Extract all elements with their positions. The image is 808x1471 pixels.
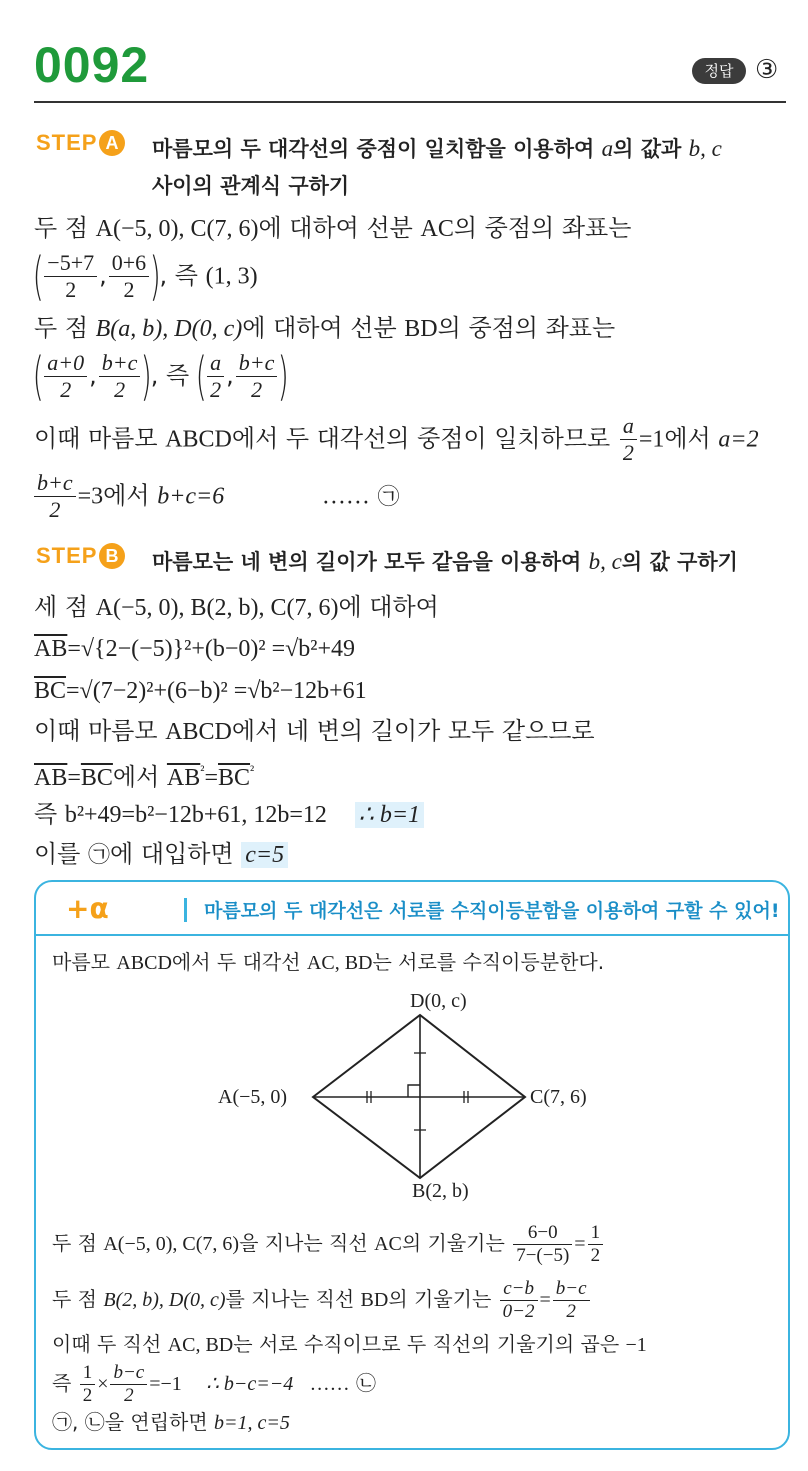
tip-line6: ㉠, ㉡을 연립하면 b=1, c=5 bbox=[52, 1410, 290, 1434]
label-c: C(7, 6) bbox=[530, 1086, 587, 1108]
step-b-line7: 이를 ㉠에 대입하면 c=5 bbox=[34, 839, 288, 871]
step-a-title-line1: 마름모의 두 대각선의 중점이 일치함을 이용하여 a의 값과 b, c bbox=[152, 136, 722, 161]
answer-value: ③ bbox=[755, 55, 779, 85]
step-a-line6: $\frac{b+c}{2}$ =3에서 b+c=6 …… ㉠ bbox=[34, 470, 400, 526]
step-a-line1: 두 점 A(−5, 0), C(7, 6)에 대하여 선분 AC의 중점의 좌표는 bbox=[34, 214, 632, 242]
step-a-label: STEP A bbox=[36, 130, 125, 156]
step-b-label: STEP B bbox=[36, 543, 125, 569]
plus-alpha-icon: +α bbox=[66, 892, 109, 925]
problem-number: 0092 bbox=[34, 37, 150, 93]
step-a-title-line2: 사이의 관계식 구하기 bbox=[152, 174, 350, 198]
step-a-line3: 두 점 B(a, b), D(0, c)에 대하여 선분 BD의 중점의 좌표는 bbox=[34, 314, 616, 342]
tip-line5: 즉 $\frac{1}{2}$ × $\frac{b-c}{2}$ =−1 ∴ b−c=−4 …… ㉡ bbox=[52, 1362, 376, 1406]
right-angle-mark bbox=[408, 1085, 420, 1097]
step-b-line4: 이때 마름모 ABCD에서 네 변의 길이가 모두 같으므로 bbox=[34, 717, 595, 745]
step-b-circle: B bbox=[99, 543, 125, 569]
step-a-line4: ( $\frac{a+0}{2}$ , $\frac{b+c}{2}$ ), 즉 ( $\frac{a}{2}$ , $\frac{b+c}{2}$ ) bbox=[32, 346, 290, 407]
label-a: A(−5, 0) bbox=[218, 1086, 288, 1108]
label-d: D(0, c) bbox=[410, 990, 467, 1012]
circled-mark-1: ㉠ bbox=[377, 484, 400, 510]
step-a-line5: 이때 마름모 ABCD에서 두 대각선의 중점이 일치하므로 $\frac{a}{2}$ =1에서 a=2 bbox=[34, 413, 759, 465]
tip-title: 마름모의 두 대각선은 서로를 수직이등분함을 이용하여 구할 수 있어! bbox=[204, 900, 780, 922]
step-a-line2: ( $\frac{-5+7}{2}$ , $\frac{0+6}{2}$ ), 즉 (1, 3) bbox=[32, 246, 258, 307]
step-b-line1: 세 점 A(−5, 0), B(2, b), C(7, 6)에 대하여 bbox=[34, 593, 439, 621]
tip-line4: 이때 두 직선 AC, BD는 서로 수직이므로 두 직선의 기울기의 곱은 −1 bbox=[52, 1332, 647, 1356]
step-a-circle: A bbox=[99, 130, 125, 156]
label-b: B(2, b) bbox=[412, 1180, 469, 1202]
step-b-line2: $\overline{AB}=√\{2-(-5)\}^2+(b-0)^2 =√b^2+49$ bbox=[34, 636, 356, 662]
tip-line1: 마름모 ABCD에서 두 대각선 AC, BD는 서로를 수직이등분한다. bbox=[52, 950, 605, 974]
step-b-title: 마름모는 네 변의 길이가 모두 같음을 이용하여 b, c의 값 구하기 bbox=[152, 549, 738, 574]
step-b-line5: $\overline{AB}=\overline{BC}$에서 $\overline{AB}^{^2}=\overline{BC}^{^2}$ bbox=[34, 763, 255, 791]
step-b-line6: 즉 b²+49=b²−12b+61, 12b=12 ∴ b=1 bbox=[34, 799, 424, 830]
tip-line3: 두 점 B(2, b), D(0, c)를 지나는 직선 BD의 기울기는 $\frac{c-b}{0-2}$ = $\frac{b-c}{2}$ bbox=[52, 1278, 592, 1326]
tip-line2: 두 점 A(−5, 0), C(7, 6)을 지나는 직선 AC의 기울기는 $\frac{6-0}{7-(-5)}$ = $\frac{1}{2}$ bbox=[52, 1222, 605, 1270]
circled-mark-2: ㉡ bbox=[355, 1371, 376, 1395]
answer-badge: 정답 bbox=[692, 58, 746, 84]
step-b-line3: $\overline{BC}=√(7-2)^2+(6-b)^2 =√b^2-12b+61$ bbox=[34, 678, 367, 704]
